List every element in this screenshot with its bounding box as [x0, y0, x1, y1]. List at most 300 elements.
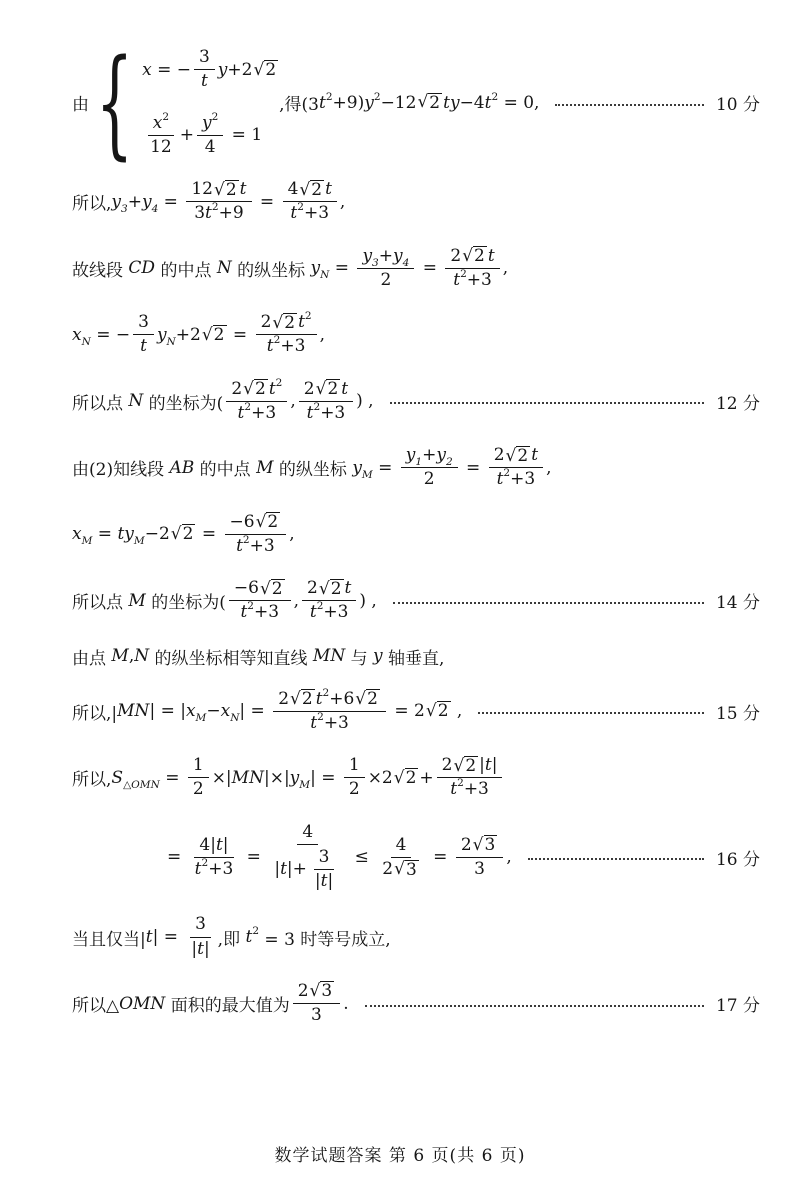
var-with-subscript — [185, 701, 207, 725]
square-root — [417, 93, 442, 113]
superscript: 2 — [460, 267, 467, 280]
numerator — [229, 577, 291, 601]
formula-line — [72, 577, 760, 625]
text: 2 — [260, 312, 272, 332]
subscript: N — [81, 335, 91, 348]
numerator — [293, 980, 341, 1004]
text: 所以点 — [72, 393, 129, 414]
text: 由点 — [72, 648, 112, 669]
page-footer: 数学试题答案 第 6 页(共 6 页) — [274, 1146, 526, 1166]
score-label: 15 分 — [715, 703, 760, 724]
text: + — [179, 125, 194, 146]
formula-line — [72, 178, 760, 226]
radical-icon: √ — [253, 59, 265, 80]
formula-line — [72, 980, 760, 1028]
radicand: 2 — [465, 755, 477, 776]
text: , — [339, 191, 346, 212]
var-with-subscript — [124, 524, 145, 548]
square-root — [253, 60, 278, 80]
dot-leader — [393, 602, 704, 604]
square-root — [319, 579, 344, 599]
square-root — [260, 579, 285, 599]
var-with-subscript — [362, 246, 378, 267]
math-variable: t — [117, 524, 125, 545]
radicand: 2 — [271, 578, 283, 599]
superscript: 2 — [373, 90, 381, 103]
subscript: N — [320, 269, 330, 282]
text: 与 — [345, 648, 374, 669]
text: +3 — [323, 602, 349, 623]
text: , — [290, 391, 296, 412]
formula-line — [72, 33, 760, 172]
fraction — [197, 112, 223, 160]
math-variable: ty — [443, 92, 460, 113]
base: y — [111, 191, 122, 212]
superscript: 2 — [201, 856, 209, 869]
subscript: 4 — [402, 256, 410, 269]
text: 轴垂直, — [382, 648, 445, 669]
superscript: 2 — [491, 90, 499, 103]
text: |+ — [286, 858, 307, 879]
base: y — [310, 258, 321, 279]
base: t — [496, 469, 504, 490]
math-variable: t — [487, 245, 495, 266]
base: t — [450, 779, 458, 800]
math-variable: t — [140, 336, 147, 357]
math-variable: N — [216, 258, 232, 279]
text: 2 — [382, 858, 394, 879]
radical-icon: √ — [309, 981, 321, 1002]
text: = — [92, 524, 118, 545]
fraction — [456, 834, 504, 882]
radical-icon: √ — [318, 578, 330, 599]
base: y — [156, 324, 167, 345]
square-root — [214, 180, 239, 200]
text: , — [506, 847, 512, 868]
numerator — [357, 245, 414, 269]
formula-line — [72, 311, 760, 359]
radicand: 2 — [225, 179, 237, 200]
text: 2 — [380, 269, 392, 290]
text: 2 — [493, 445, 505, 465]
radicand: 2 — [367, 689, 378, 710]
numerator — [299, 378, 353, 402]
square-root — [426, 701, 451, 721]
text: | — [222, 834, 229, 855]
text: 2 — [423, 469, 435, 490]
formula-line — [72, 754, 760, 802]
superscript: 2 — [316, 600, 324, 613]
var-with-superscript — [240, 602, 254, 623]
square-root — [243, 379, 268, 399]
text: − — [206, 701, 221, 722]
var-with-subscript — [72, 324, 91, 348]
var-with-superscript — [237, 400, 252, 424]
radicand: 3 — [484, 835, 496, 856]
radical-icon: √ — [290, 689, 301, 710]
text: +9) — [332, 92, 365, 113]
fraction — [273, 688, 386, 736]
var-with-superscript — [194, 856, 209, 880]
numerator — [401, 444, 458, 468]
fraction — [186, 913, 214, 961]
text: +3 — [251, 402, 277, 423]
text: +2 — [227, 59, 253, 80]
subscript: M — [195, 712, 207, 725]
radical-icon: √ — [255, 512, 267, 533]
base: t — [236, 535, 243, 556]
var-with-superscript — [453, 267, 467, 291]
text: + — [378, 245, 393, 266]
text: | = — [152, 927, 184, 947]
base: x — [220, 701, 231, 722]
numerator — [188, 754, 209, 778]
subscript: 3 — [372, 256, 379, 269]
var-with-superscript — [306, 400, 321, 424]
var-with-subscript — [111, 191, 128, 215]
text: , — [546, 457, 552, 478]
radicand: 2 — [182, 524, 194, 545]
denominator — [492, 468, 541, 491]
numerator — [133, 311, 154, 335]
subscript: N — [166, 335, 176, 348]
square-root — [272, 313, 297, 333]
base: y — [436, 445, 446, 465]
base: t — [315, 688, 323, 709]
text: 的纵坐标相等知直线 — [149, 648, 313, 669]
square-root — [256, 512, 281, 532]
var-with-subscript — [156, 324, 176, 348]
base: y — [393, 245, 403, 266]
fraction — [190, 834, 239, 882]
text: 4 — [395, 834, 407, 855]
var-with-superscript — [298, 312, 312, 333]
square-root — [462, 246, 487, 266]
base: y — [352, 457, 362, 478]
radical-icon: √ — [170, 524, 182, 545]
superscript: 2 — [252, 925, 260, 937]
text: 所以△ — [72, 996, 120, 1016]
denominator — [145, 136, 177, 159]
base: x — [152, 112, 163, 133]
fraction — [225, 511, 287, 559]
text: , — [293, 590, 300, 611]
text: +3 — [463, 779, 489, 800]
var-with-superscript — [319, 90, 333, 113]
square-root — [310, 981, 335, 1001]
square-root — [355, 689, 380, 709]
square-root — [394, 768, 419, 788]
text: = — [254, 191, 280, 212]
math-variable: t — [145, 927, 153, 947]
denominator — [190, 858, 239, 881]
denominator — [189, 202, 248, 225]
text: 面积的最大值为 — [165, 996, 290, 1016]
superscript: 2 — [275, 376, 283, 389]
text: 2 — [303, 378, 315, 399]
base: t — [453, 269, 461, 290]
var-with-superscript — [152, 110, 170, 134]
denominator — [448, 269, 497, 292]
numerator — [225, 511, 287, 535]
superscript: 2 — [297, 201, 304, 214]
text: | — [314, 871, 321, 891]
formula-line — [72, 821, 760, 895]
fraction — [229, 577, 291, 625]
text: 4 — [287, 179, 299, 199]
fraction — [377, 834, 425, 882]
text: 4| — [199, 834, 216, 855]
var-with-subscript — [352, 457, 373, 481]
text: +3 — [253, 602, 280, 623]
base: t — [266, 336, 274, 357]
math-variable: MN — [231, 767, 264, 788]
var-with-superscript — [268, 376, 283, 400]
radicand: 2 — [255, 379, 266, 400]
fraction — [194, 46, 215, 94]
score-label: 10 分 — [715, 95, 760, 115]
superscript: 2 — [304, 310, 312, 322]
numerator — [344, 754, 365, 778]
formula-line — [72, 378, 760, 426]
var-with-subscript — [111, 767, 160, 791]
math-variable: M — [128, 590, 146, 611]
superscript: 2 — [211, 110, 219, 123]
radicand: 2 — [327, 379, 339, 400]
denominator — [186, 938, 214, 961]
subscript: N — [230, 712, 240, 725]
text: ×2 — [367, 767, 393, 788]
denominator — [262, 335, 311, 358]
math-variable: y — [373, 646, 383, 666]
math-variable: M — [256, 457, 274, 478]
radical-icon: √ — [299, 179, 311, 200]
numerator — [297, 821, 318, 845]
text: ×| — [211, 767, 232, 788]
var-with-superscript — [310, 710, 324, 734]
radicand: 2 — [284, 312, 296, 333]
subscript: M — [133, 535, 145, 548]
text: = — [372, 457, 398, 478]
var-with-superscript — [236, 533, 250, 557]
text: 3 — [138, 312, 149, 332]
dot-leader — [390, 402, 704, 404]
text: +3 — [303, 203, 330, 224]
answer-content — [72, 33, 760, 1027]
text: 2 — [450, 245, 462, 266]
base: t — [310, 712, 318, 733]
text: = − — [90, 324, 131, 345]
denominator — [469, 858, 490, 881]
subscript: M — [81, 535, 93, 548]
text: ) , — [359, 590, 377, 611]
superscript: 2 — [322, 686, 330, 699]
base: t — [484, 92, 492, 113]
text: +9 — [218, 203, 244, 224]
var-with-superscript — [245, 927, 259, 947]
formula-line — [72, 444, 760, 492]
text: −6 — [233, 578, 259, 598]
score-label: 12 分 — [715, 393, 760, 414]
base: t — [194, 858, 202, 879]
denominator — [306, 1004, 327, 1027]
math-variable: t — [200, 71, 208, 92]
denominator — [235, 601, 284, 624]
var-with-superscript — [450, 779, 464, 800]
text: 由(2)知线段 — [72, 460, 170, 481]
formula-line — [72, 644, 760, 669]
subscript: 3 — [121, 202, 128, 215]
left-brace-icon: { — [95, 33, 134, 172]
dot-leader — [478, 712, 704, 714]
numerator — [226, 378, 287, 402]
radicand: 3 — [321, 981, 333, 1002]
square-root — [394, 860, 419, 880]
var-with-superscript — [484, 90, 499, 113]
numerator — [437, 754, 503, 778]
base: t — [290, 203, 298, 224]
system-row — [142, 46, 279, 94]
fraction — [489, 444, 543, 492]
square-root — [290, 689, 315, 709]
text: = — [417, 258, 443, 279]
text: 12 — [150, 136, 172, 157]
math-variable: y — [217, 59, 228, 80]
text: 1 — [192, 755, 204, 775]
text: = 1 — [226, 125, 263, 146]
var-with-subscript — [72, 524, 93, 548]
fraction — [226, 378, 287, 426]
base: x — [72, 524, 82, 545]
fraction — [302, 577, 356, 625]
radicand: 2 — [330, 578, 342, 599]
var-with-subscript — [436, 445, 453, 469]
base: S — [111, 767, 124, 788]
text: +3 — [208, 858, 234, 879]
text: −2 — [144, 524, 170, 545]
numerator — [391, 834, 412, 858]
math-variable: t — [344, 578, 352, 598]
text: = 2 — [388, 701, 425, 722]
numerator — [194, 46, 215, 70]
text: 所以,| — [72, 703, 118, 724]
fraction — [401, 444, 458, 492]
radicand: 2 — [429, 92, 441, 113]
math-variable: CD — [128, 258, 156, 279]
formula-line — [72, 913, 760, 961]
text: 2 — [231, 378, 243, 399]
subscript: 4 — [151, 202, 159, 215]
math-variable: N — [134, 646, 150, 666]
text: . — [343, 993, 349, 1014]
math-variable: t — [484, 755, 492, 775]
superscript: 2 — [273, 334, 281, 347]
numerator — [283, 178, 337, 202]
formula-line — [72, 245, 760, 293]
denominator — [285, 202, 334, 225]
score-label: 14 分 — [715, 593, 760, 614]
text: 3 — [195, 914, 206, 935]
base: y — [362, 245, 373, 266]
math-variable: t — [325, 179, 332, 199]
math-variable: t — [197, 938, 204, 959]
text: 3 — [194, 203, 206, 224]
math-variable: t — [320, 871, 328, 891]
subscript: △OMN — [123, 778, 160, 791]
denominator — [269, 845, 346, 895]
numerator — [302, 577, 356, 601]
text: 3 — [311, 1005, 322, 1025]
square-root — [506, 446, 531, 466]
denominator — [200, 136, 221, 159]
var-with-superscript — [310, 602, 324, 623]
text: , — [289, 524, 295, 545]
superscript: 2 — [503, 467, 511, 480]
text: = — [427, 847, 453, 868]
math-variable: M — [111, 646, 129, 666]
text: | — [203, 938, 210, 959]
denominator — [233, 402, 282, 425]
denominator — [135, 335, 152, 358]
text: + — [127, 191, 142, 212]
var-with-superscript — [205, 203, 219, 224]
math-variable: AB — [169, 457, 195, 478]
text: 2 — [278, 688, 290, 709]
text: 2 — [460, 834, 472, 855]
formula-line — [72, 688, 760, 736]
base: t — [298, 312, 305, 332]
text: 2 — [192, 779, 204, 800]
base: x — [72, 324, 82, 345]
dot-leader — [555, 104, 704, 106]
text: | — [327, 871, 334, 891]
text: −12 — [380, 92, 417, 113]
fraction — [269, 821, 346, 895]
fraction — [437, 754, 503, 802]
var-with-superscript — [315, 686, 330, 710]
radical-icon: √ — [213, 179, 225, 200]
numerator — [273, 688, 386, 712]
subscript: M — [299, 778, 311, 791]
var-with-subscript — [405, 445, 423, 469]
var-with-superscript — [497, 469, 511, 490]
text: | = | — [149, 701, 186, 722]
math-variable: MN — [117, 701, 150, 722]
square-root — [171, 524, 196, 544]
text: −4 — [459, 92, 485, 113]
superscript: 2 — [325, 90, 333, 103]
text: 所以, — [72, 194, 112, 215]
text: 的纵坐标 — [231, 260, 311, 281]
fraction — [133, 311, 154, 359]
math-variable: t — [341, 378, 349, 399]
subscript: 1 — [415, 456, 423, 469]
base: y — [124, 524, 134, 545]
text: 所以点 — [72, 593, 129, 614]
text: | — [479, 755, 485, 775]
var-with-superscript — [201, 110, 219, 134]
text: | — [191, 938, 198, 959]
radical-icon: √ — [394, 859, 405, 880]
fraction — [445, 245, 499, 293]
text: 当且仅当| — [72, 929, 146, 950]
radical-icon: √ — [417, 92, 429, 113]
base: y — [364, 92, 374, 113]
radical-icon: √ — [315, 379, 327, 400]
system-row — [142, 112, 279, 160]
radicand: 2 — [437, 701, 449, 722]
superscript: 2 — [211, 201, 219, 214]
